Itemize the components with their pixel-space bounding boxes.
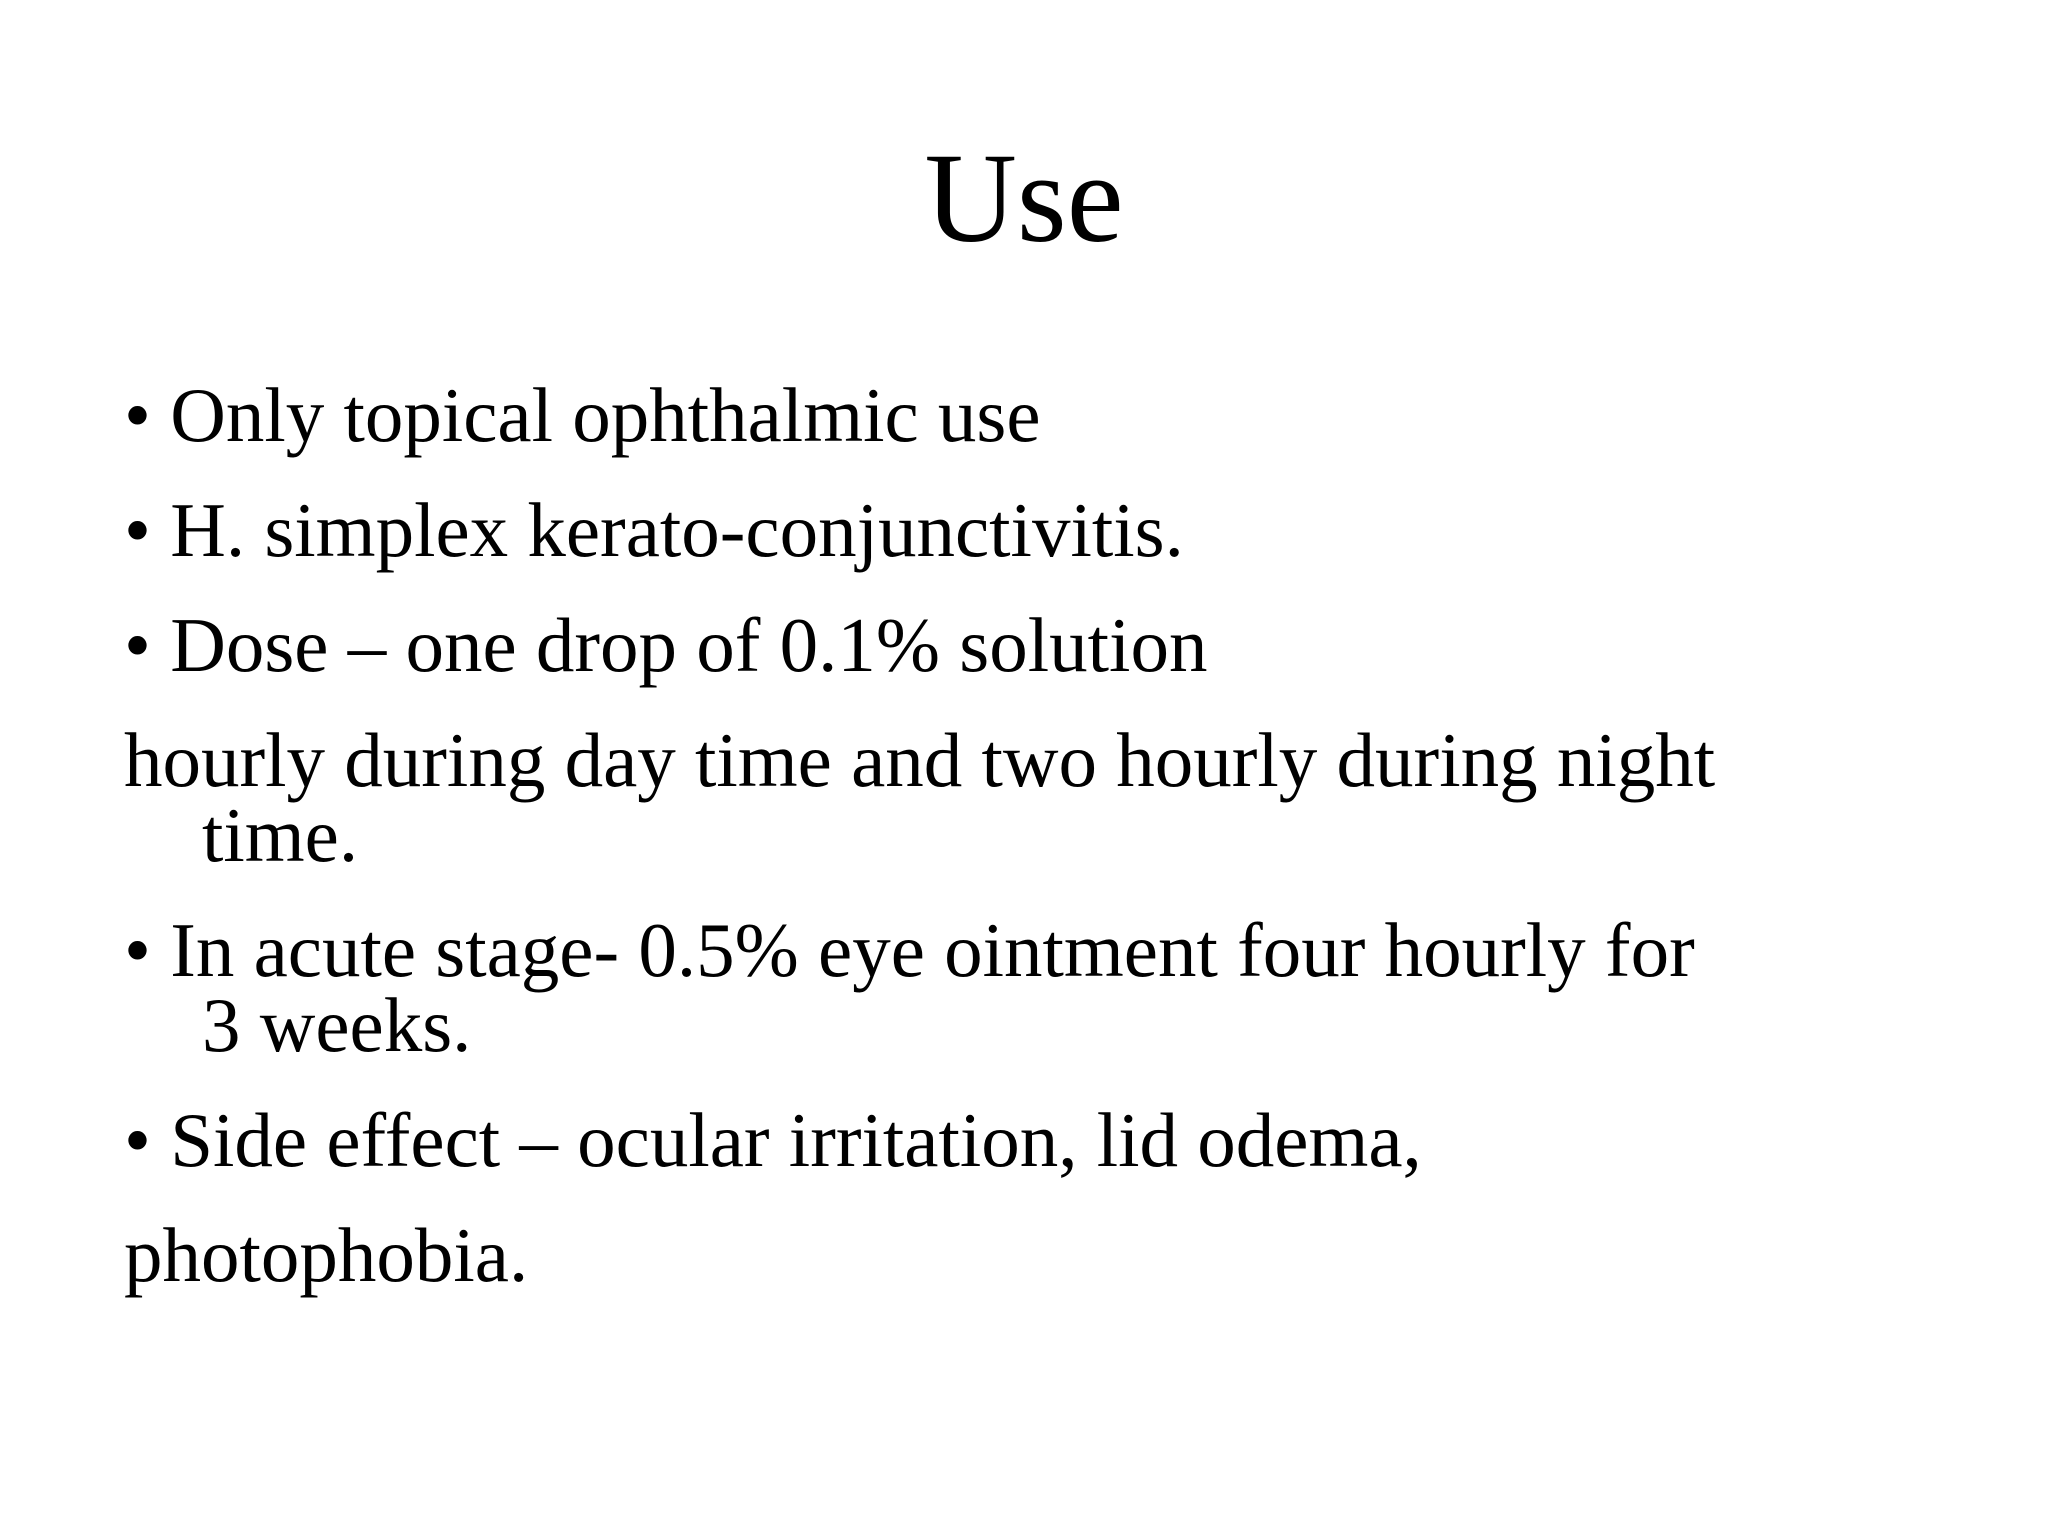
continuation-line: hourly during day time and two hourly during night (124, 717, 1716, 803)
bullet-item: • In acute stage- 0.5% eye ointment four hourly for (124, 907, 1695, 993)
continuation-line: time. (202, 792, 359, 878)
continuation-line: 3 weeks. (202, 982, 472, 1068)
continuation-line: photophobia. (124, 1212, 529, 1298)
bullet-item: • Side effect – ocular irritation, lid odema, (124, 1097, 1422, 1183)
bullet-item: • H. simplex kerato-conjunctivitis. (124, 487, 1184, 573)
bullet-item: • Dose – one drop of 0.1% solution (124, 602, 1208, 688)
bullet-item: • Only topical ophthalmic use (124, 372, 1041, 458)
slide-title: Use (924, 127, 1124, 269)
